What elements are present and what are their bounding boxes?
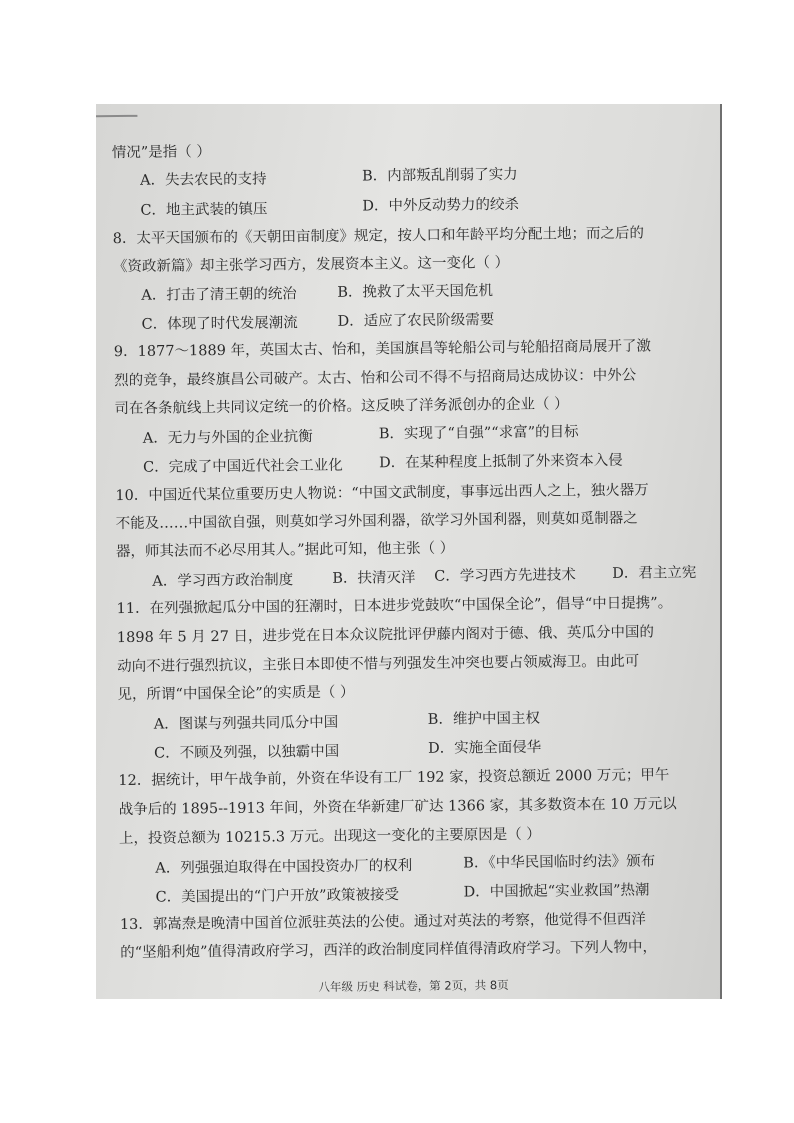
exam-page [96,104,722,999]
q13-stem-line2: 的“坚船利炮”值得清政府学习，西洋的政治制度同样值得清政府学习。下列人物中， [120,939,658,962]
q8-option-b: B．挽救了太平天国危机 [337,283,494,301]
q9-option-b: B．实现了“自强”“求富”的目标 [378,424,579,443]
q8-stem-line1: 8．太平天国颁布的《天朝田亩制度》规定，按人口和年龄平均分配土地；而之后的 [112,225,645,248]
q9-stem-line3: 司在各条航线上共同议定统一的价格。这反映了洋务派创办的企业（ ） [114,396,569,418]
q10-stem-line3: 器，师其法而不必尽用其人。”据此可知，他主张（ ） [115,540,455,561]
q11-option-b: B．维护中国主权 [427,710,540,728]
q9-option-d: D．在某种程度上抵制了外来资本入侵 [378,452,623,472]
q11-option-d: D．实施全面侵华 [427,739,542,757]
q11-stem-line3: 动向不进行强烈抗议，主张日本即使不惜与列强发生冲突也要占领威海卫。由此可 [117,653,640,676]
q12-stem-line2: 战争后的 1895--1913 年间，外资在华新建厂矿达 1366 家，其多数资本在 10 万元以 [118,796,677,819]
page-footer: 八年级 历史 科试卷，第 2页，共 8页 [318,977,509,994]
q11-option-c: C．不顾及列强，以独霸中国 [154,743,340,762]
q9-option-a: A．无力与外国的企业抗衡 [142,429,313,447]
q10-option-a: A．学习西方政治制度 [152,572,294,590]
q9-stem-line1: 9．1877～1889 年，英国太古、怡和，美国旗昌等轮船公司与轮船招商局展开了激 [113,338,652,361]
q12-option-d: D．中国掀起“实业救国”热潮 [463,882,650,901]
q9-stem-line2: 烈的竞争，最终旗昌公司破产。太古、怡和公司不得不与招商局达成协议：中外公 [114,367,637,390]
q10-stem-line1: 10．中国近代某位重要历史人物说：“中国文武制度，事事远出西人之上，独火器万 [115,482,649,505]
q10-stem-line2: 不能及……中国欲自强，则莫如学习外国利器，欲学习外国利器，则莫如觅制器之 [115,510,638,533]
q8-option-d: D．适应了农民阶级需要 [337,312,495,330]
document-photo [96,104,722,999]
q11-option-a: A．图谋与列强共同瓜分中国 [153,714,339,733]
q7-option-b: B．内部叛乱削弱了实力 [361,166,518,185]
q12-option-b: B．《中华民国临时约法》颁布 [463,853,656,872]
q12-stem-line3: 上，投资总额为 10215.3 万元。出现这一变化的主要原因是（ ） [118,826,541,848]
q7-option-c: C．地主武装的镇压 [140,201,268,219]
q10-option-c: C．学习西方先进技术 [434,567,576,585]
q7-option-a: A．失去农民的支持 [140,171,267,189]
q12-stem-line1: 12．据统计，甲午战争前，外资在华设有工厂 192 家，投资总额近 2000 万元；甲午 [118,767,670,790]
q12-option-c: C．美国提出的“门户开放”政策被接受 [155,887,400,906]
q8-option-c: C．体现了时代发展潮流 [141,315,298,333]
q10-option-b: B．扶清灭洋 [332,569,416,587]
q8-stem-line2: 《资政新篇》却主张学习西方，发展资本主义。这一变化（ ） [112,254,510,276]
q11-stem-line1: 11．在列强掀起瓜分中国的狂潮时，日本进步党鼓吹“中国保全论”，倡导“中日提携”。 [116,595,673,618]
q8-option-a: A．打击了清王朝的统治 [141,286,297,304]
q13-stem-line1: 13．郭嵩焘是晚清中国首位派驻英法的公使。通过对英法的考察，他觉得不但西洋 [119,911,646,934]
q7-option-d: D．中外反动势力的绞杀 [362,196,520,215]
q10-option-d: D．君主立宪 [612,564,697,582]
q12-option-a: A．列强强迫取得在中国投资办厂的权利 [155,857,413,877]
q11-stem-line4: 见，所谓“中国保全论”的实质是（ ） [117,684,355,704]
q11-stem-line2: 1898 年 5 月 27 日，进步党在日本众议院批评伊藤内阁对于德、俄、英瓜分中国的 [116,624,655,647]
q9-option-c: C．完成了中国近代社会工业化 [143,457,343,476]
page-corner-mark [96,104,137,117]
q7-stem-end: 情况”是指（ ） [111,144,211,162]
